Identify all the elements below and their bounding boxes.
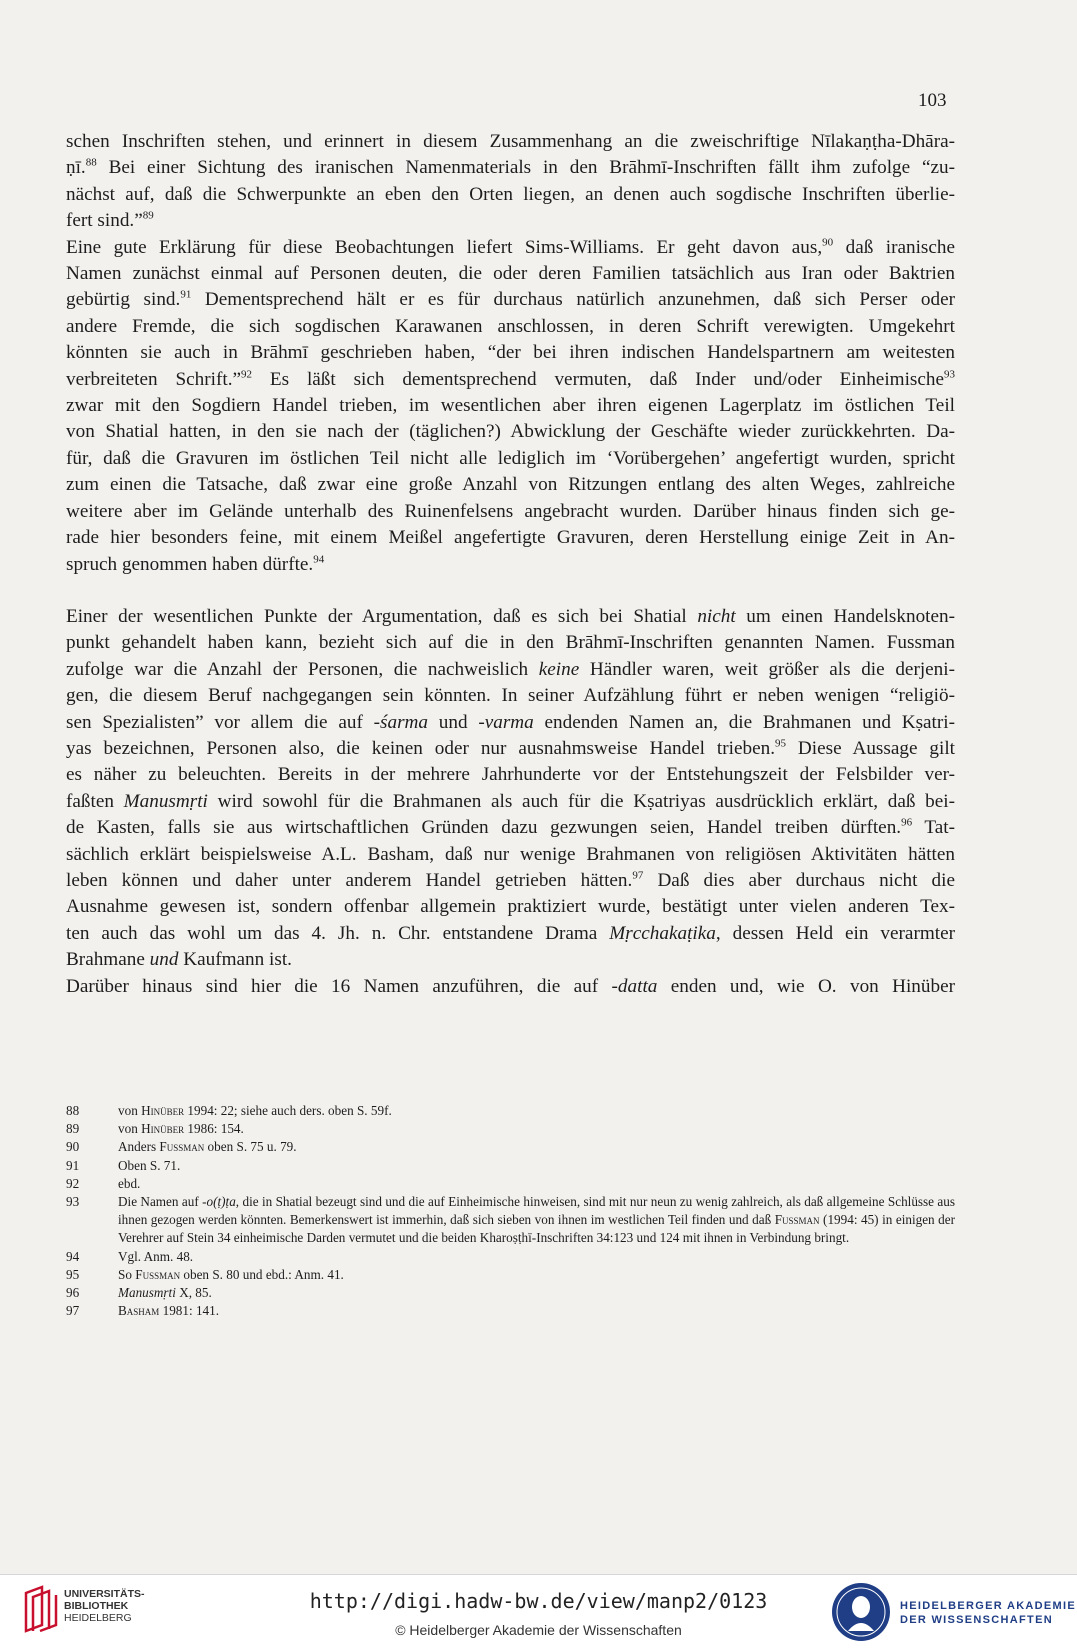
- academy-seal-icon[interactable]: [830, 1581, 892, 1643]
- text-run: von: [118, 1103, 142, 1118]
- author-name: Fussman: [774, 1212, 820, 1228]
- footnote: [66, 1302, 955, 1320]
- text-run: So: [118, 1266, 136, 1282]
- italic-term: -o(ṭ)ṭa: [202, 1194, 236, 1210]
- text-run: , die in Shatial bezeugt sind und die auf Einheimische hinweisen, sind mit nur neun zu wenig zahlreich, als daß allgemeine Schlüsse aus ihnen gezogen werden könnten. Bemerkenswert ist immerhin, daß sich sieben von ihnen im westlichen Teil finden und daß: [118, 1194, 955, 1228]
- italic-term: Mṛcchakaṭika: [609, 922, 716, 944]
- text-run: faßten: [66, 790, 124, 812]
- text-run: Daß dies aber durchaus nicht die: [643, 869, 955, 891]
- text-line: [66, 974, 955, 1000]
- footnote-ref[interactable]: 93: [944, 368, 956, 381]
- footnote: [66, 1157, 955, 1175]
- author-name: Basham: [118, 1303, 160, 1319]
- text-run: verbreiteten Schrift.”: [66, 368, 242, 390]
- text-line: [66, 736, 955, 762]
- footnote-ref[interactable]: 88: [85, 157, 97, 170]
- text-run: Anders: [118, 1139, 160, 1155]
- footnote-number: 97: [66, 1303, 80, 1319]
- text-line: [66, 155, 955, 181]
- text-run: schen Inschriften stehen, und erinnert in diesem Zusammenhang an die zweischriftige Nīlakaṇṭha-Dhāra-: [66, 131, 955, 152]
- text-line: [66, 182, 955, 208]
- academy-name-line: HEIDELBERGER AKADEMIE: [900, 1600, 1077, 1612]
- footnote: [66, 1175, 955, 1193]
- text-line: [66, 842, 955, 868]
- text-run: zufolge war die Anzahl der Personen, die nachweislich: [66, 658, 539, 680]
- text-run: , dessen Held ein verarmter: [715, 922, 955, 944]
- author-name: Hinüber: [141, 1103, 185, 1118]
- text-line: [66, 815, 955, 841]
- footnote: [66, 1102, 955, 1120]
- text-run: von Shatial hatten, in den sie nach der (täglichen?) Abwicklung der Geschäfte wieder zurückkehrten. Da-: [66, 421, 955, 443]
- text-run: Namen zunächst einmal auf Personen deuten, die oder deren Familien tatsächlich aus Iran oder Baktrien: [66, 263, 955, 285]
- text-run: könnten sie auch in Brāhmī geschrieben haben, “der bei ihren indischen Handelspartnern am weitesten: [66, 342, 955, 364]
- text-line: [66, 630, 955, 656]
- text-line: [66, 921, 955, 947]
- italic-term: -varma: [478, 711, 534, 733]
- text-line: [66, 472, 955, 498]
- text-run: 1981: 141.: [159, 1303, 220, 1319]
- author-name: Fussman: [159, 1139, 205, 1155]
- text-line: [66, 446, 955, 472]
- text-run: de Kasten, falls sie aus wirtschaftlichen Gründen dazu gezwungen seien, Handel treiben dürften.: [66, 817, 902, 839]
- academy-name-line: DER WISSENSCHAFTEN: [900, 1614, 1053, 1626]
- footnote: [66, 1284, 955, 1302]
- text-line: [66, 340, 955, 366]
- text-run: um einen Handelsknoten-: [735, 605, 955, 627]
- text-run: Tat-: [912, 817, 955, 839]
- footnote-text: [118, 1138, 955, 1156]
- text-run: sen Spezialisten” vor allem die auf: [66, 711, 374, 733]
- footnote-number: 92: [66, 1175, 80, 1191]
- footnote-text: [118, 1266, 955, 1284]
- text-line: [66, 208, 955, 234]
- footnote-text: [118, 1193, 955, 1248]
- text-run: wird sowohl für die Brahmanen als auch für die Kṣatriyas ausdrücklich erklärt, daß bei-: [207, 790, 955, 812]
- text-line: [66, 710, 955, 736]
- text-run: Es läßt sich dementsprechend vermuten, daß Inder und/oder Einheimische: [252, 368, 945, 390]
- footnote-number: 91: [66, 1157, 80, 1173]
- library-name-line: UNIVERSITÄTS-: [64, 1588, 145, 1600]
- footnote-number: 93: [66, 1194, 80, 1210]
- text-run: rade hier besonders feine, mit einem Meißel angefertigte Gravuren, deren Herstellung einige Zeit in An-: [66, 527, 955, 549]
- footnote-ref[interactable]: 89: [142, 209, 154, 222]
- text-run: sächlich erklärt beispielsweise A.L. Basham, daß nur wenige Brahmanen von religiösen Aktivitäten hätten: [66, 843, 955, 865]
- text-run: X, 85.: [175, 1285, 212, 1301]
- text-run: nächst auf, daß die Schwerpunkte an eben den Orten liegen, an denen auch sogdische Inschriften überlie-: [66, 183, 955, 205]
- footnote-ref[interactable]: 91: [180, 289, 192, 302]
- text-run: von: [118, 1121, 142, 1137]
- footnote: [66, 1248, 955, 1266]
- text-line: [66, 419, 955, 445]
- text-run: Ausnahme gewesen ist, sondern offenbar allgemein praktiziert wurde, bestätigt unter vielen anderen Tex-: [66, 896, 955, 918]
- footnote: [66, 1266, 955, 1284]
- text-run: zum einen die Tatsache, daß zwar eine große Anzahl von Ritzungen entlang des alten Weges, zahlreiche: [66, 474, 955, 496]
- footnote: [66, 1120, 955, 1138]
- text-run: Eine gute Erklärung für diese Beobachtungen liefert Sims-Williams. Er geht davon aus,: [66, 236, 823, 258]
- footnote-text: [118, 1102, 955, 1120]
- italic-term: Manusmṛti: [118, 1285, 176, 1301]
- text-run: Dementsprechend hält er es für durchaus natürlich anzunehmen, daß sich Perser oder: [191, 289, 955, 311]
- footnotes: [66, 1102, 955, 1320]
- text-run: für, daß die Gravuren im östlichen Teil nicht alle lediglich im ‘Vorübergehen’ angefertigt wurden, spricht: [66, 447, 955, 469]
- text-run: weitere aber im Gelände unterhalb des Ruinenfelsens angebracht wurden. Darüber hinaus finden sich ge-: [66, 500, 955, 522]
- text-line: [66, 367, 955, 393]
- text-line: [66, 683, 955, 709]
- text-line: [66, 604, 955, 630]
- author-name: Fussman: [135, 1266, 181, 1282]
- text-run: Oben S. 71.: [118, 1157, 181, 1173]
- italic-term: -datta: [611, 975, 658, 997]
- footnote-ref[interactable]: 95: [775, 737, 786, 750]
- text-run: oben S. 75 u. 79.: [204, 1139, 297, 1155]
- text-line: [66, 235, 955, 261]
- footnote-text: [118, 1302, 955, 1320]
- main-text: [66, 129, 955, 1000]
- library-name-line: BIBLIOTHEK: [64, 1600, 129, 1612]
- text-run: Darüber hinaus sind hier die 16 Namen anzuführen, die auf: [66, 975, 612, 997]
- academy-name: [900, 1599, 1076, 1627]
- text-run: Brahmane: [66, 949, 150, 971]
- author-name: Hinüber: [141, 1121, 185, 1137]
- text-run: und: [428, 711, 479, 733]
- text-run: Die Namen auf: [118, 1194, 203, 1210]
- viewer-footer: [0, 1574, 1077, 1650]
- text-line: [66, 789, 955, 815]
- text-run: zwar mit den Sogdiern Handel trieben, im wesentlichen aber ihren eigenen Lagerplatz im östlichen Teil: [66, 395, 955, 417]
- italic-term: keine: [538, 658, 580, 680]
- text-run: yas bezeichnen, Personen also, die keinen oder nur ausnahmsweise Handel trieben.: [66, 737, 775, 759]
- text-line: [66, 762, 955, 788]
- footnote: [66, 1193, 955, 1248]
- text-run: Händler waren, weit größer als die derjeni-: [579, 658, 955, 680]
- italic-term: nicht: [697, 605, 736, 627]
- text-line: [66, 894, 955, 920]
- text-line: [66, 287, 955, 313]
- page-number: 103: [918, 90, 947, 111]
- footnote-number: 96: [66, 1285, 80, 1301]
- footnote-ref[interactable]: 90: [822, 236, 834, 249]
- footnote-text: [118, 1248, 955, 1266]
- footnote-text: [118, 1284, 955, 1302]
- copyright-notice: © Heidelberger Akademie der Wissenschaften: [395, 1622, 682, 1638]
- text-line: [66, 129, 955, 155]
- text-line: [66, 314, 955, 340]
- text-run: es näher zu beleuchten. Bereits in der mehrere Jahrhunderte vor der Entstehungszeit der Felsbilder ver-: [66, 764, 955, 786]
- footnote-ref[interactable]: 92: [241, 368, 253, 381]
- footnote-number: 94: [66, 1248, 80, 1264]
- footnote-ref[interactable]: 97: [632, 869, 644, 882]
- text-line: [66, 657, 955, 683]
- library-name-line: HEIDELBERG: [64, 1612, 132, 1624]
- footnote-number: 89: [66, 1121, 80, 1137]
- text-run: endenden Namen an, die Brahmanen und Kṣatri-: [533, 711, 955, 733]
- italic-term: -śarma: [373, 711, 428, 733]
- text-run: punkt gehandelt haben kann, bezieht sich auf die in den Brāhmī-Inschriften genannten Namen. Fussman: [66, 632, 955, 654]
- text-run: gen, die diesem Beruf nachgegangen sein könnten. In seiner Aufzählung führt er neben wenigen “religiö-: [66, 685, 955, 707]
- footnote: [66, 1138, 955, 1156]
- text-run: Einer der wesentlichen Punkte der Argumentation, daß es sich bei Shatial: [66, 605, 698, 627]
- italic-term: Manusmṛti: [123, 790, 208, 812]
- text-line: [66, 261, 955, 287]
- text-run: leben können und daher unter anderem Handel getrieben hätten.: [66, 869, 633, 891]
- text-run: spruch genommen haben dürfte.: [66, 553, 314, 575]
- footnote-number: 95: [66, 1266, 80, 1282]
- footnote-ref[interactable]: 94: [313, 553, 325, 566]
- page-url-link[interactable]: http://digi.hadw-bw.de/view/manp2/0123: [309, 1589, 768, 1613]
- text-run: (1994: 45) in einigen der Verehrer auf Stein 34 einheimische Darden vermutet und die beiden Kharoṣṭhī-Inschriften 34:123 und 124 mit ihnen in Verbindung bringt.: [118, 1212, 955, 1246]
- footnote-text: [118, 1157, 955, 1175]
- text-run: Kaufmann ist.: [178, 949, 292, 971]
- text-run: ebd.: [118, 1175, 141, 1191]
- text-run: andere Fremde, die sich sogdischen Karawanen anschlossen, in deren Schrift verewigten. Umgekehrt: [66, 315, 955, 337]
- text-run: Vgl. Anm. 48.: [118, 1248, 194, 1264]
- text-run: enden und, wie O. von Hinüber: [657, 975, 955, 997]
- footnote-number: 88: [66, 1103, 80, 1118]
- text-run: 1986: 154.: [184, 1121, 244, 1137]
- text-run: Bei einer Sichtung des iranischen Namenmaterials in den Brāhmī-Inschriften fällt ihm zufolge “zu-: [96, 157, 955, 179]
- text-run: oben S. 80 und ebd.: Anm. 41.: [180, 1266, 344, 1282]
- text-line: [66, 552, 955, 578]
- text-run: Diese Aussage gilt: [786, 737, 955, 759]
- text-line: [66, 393, 955, 419]
- text-run: 1994: 22; siehe auch ders. oben S. 59f.: [184, 1103, 392, 1118]
- text-line: [66, 947, 955, 973]
- footnote-text: [118, 1120, 955, 1138]
- text-run: gebürtig sind.: [66, 289, 181, 311]
- text-run: fert sind.”: [66, 210, 143, 232]
- text-run: daß iranische: [833, 236, 955, 258]
- text-line: [66, 499, 955, 525]
- footnote-text: [118, 1175, 955, 1193]
- text-run: ten auch das wohl um das 4. Jh. n. Chr. entstandene Drama: [66, 922, 610, 944]
- text-line: [66, 525, 955, 551]
- footnote-number: 90: [66, 1139, 80, 1155]
- text-run: ṇī.: [66, 157, 86, 179]
- text-line: [66, 868, 955, 894]
- footnote-ref[interactable]: 96: [901, 816, 913, 829]
- italic-term: und: [149, 949, 179, 971]
